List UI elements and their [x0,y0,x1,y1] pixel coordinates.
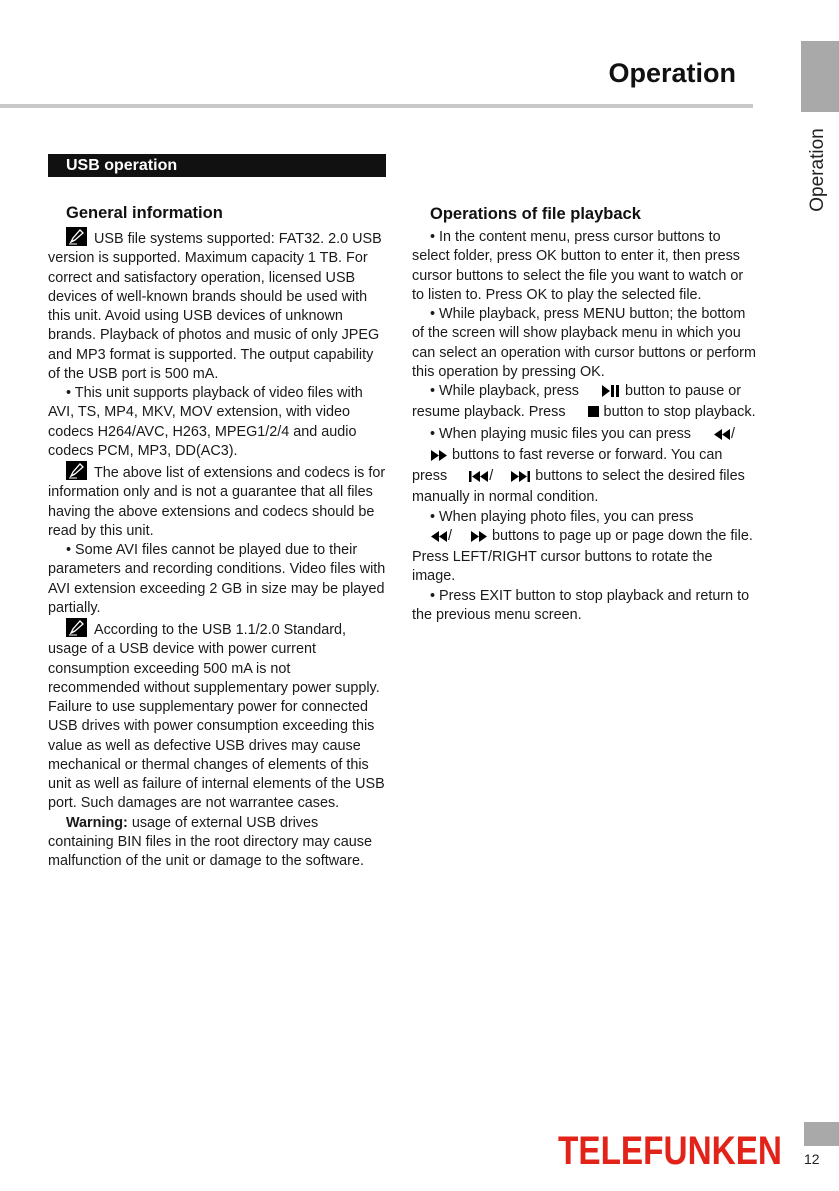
stop-icon [570,405,600,424]
paragraph-usb-standard [48,618,386,814]
note-pen-icon [66,618,87,637]
fast-forward-icon [412,448,448,467]
paragraph-video-support: • This unit supports playback of video files with AVI, TS, MP4, MKV, MOV extension, with video codecs H264/AVC, H263, MPEG1/2/4 and audio codecs PCM, MP3, DD(AC3). [48,385,363,459]
usb-standard-text: According to the USB 1.1/2.0 Standard, usage of a USB device with power current consumption exceeding 500 mA is not recommended without supplementary power supply. Failure to use supplementary power for connected USB drives with power consumption exceeding this value as well as defective USB drives may cause mechanical or thermal changes of elements of this unit as well as failure of internal elements of the USB port. Such damages are not warrantee cases. [48,622,385,812]
bullet-music-files: • When playing music files you can press / buttons to fast reverse or forward. You can press / buttons to select the desired files manually in normal condition. [412,425,745,506]
note-pen-icon [66,227,87,246]
bullet-exit: • Press EXIT button to stop playback and return to the previous menu screen. [412,587,750,623]
left-column [48,203,386,871]
next-track-icon [493,469,531,488]
right-column [412,204,756,625]
warning-label: Warning: [66,814,128,831]
filesystems-text: USB file systems supported: FAT32. 2.0 USB version is supported. Maximum capacity 1 TB. For correct and satisfactory operation, licensed USB devices of well-known brands should be used with this unit. Avoid using USB devices of unknown brands. Playback of photos and music of only JPEG and MP3 format is supported. The output capability of the USB port is 500 mA. [48,231,382,382]
page-number: 12 [804,1151,820,1167]
page-down-icon [452,529,488,548]
telefunken-logo [556,1130,784,1170]
bullet-photo-files: • When playing photo files, you can press / buttons to page up or page down the file. Press LEFT/RIGHT cursor buttons to rotate the image. [412,508,753,585]
page-number-tab [804,1122,839,1146]
note-pen-icon [66,461,87,480]
section-title-bar: USB operation [48,154,386,177]
header-divider [0,104,753,108]
bullet-content-menu: • In the content menu, press cursor buttons to select folder, press OK button to enter it, then press cursor buttons to select the file you want to watch or to listen to. Press OK to play the selected file. [412,229,744,303]
side-label-text: Operation [807,128,828,212]
codecs-note-text: The above list of extensions and codecs is for information only and is not a guarantee that all files having the above extensions and codecs should be read by this unit. [48,465,386,539]
bullet-menu-button: • While playback, press MENU button; the bottom of the screen will show playback menu in which you can select an operation with cursor buttons or perform this operation by pressing OK. [412,306,756,380]
paragraph-codecs-note [48,461,386,541]
paragraph-filesystems [48,227,386,384]
general-info-heading: General information [66,204,223,222]
fast-reverse-icon [695,427,731,446]
paragraph-avi-files: • Some AVI files cannot be played due to their parameters and recording conditions. Video files with AVI extension exceeding 2 GB in size may be played partially. [48,542,386,616]
page-title: Operation [608,58,736,88]
side-tab [801,41,839,112]
bullet-pause-stop: • While playback, press button to pause or resume playback. Press button to stop playback. [412,382,756,425]
brand-logo-text: TELEFUNKEN [558,1130,782,1170]
paragraph-warning [48,814,386,872]
previous-track-icon [451,469,489,488]
warning-text: usage of external USB drives containing BIN files in the root directory may cause malfunction of the unit or damage to the software. [48,814,372,869]
playback-heading: Operations of file playback [430,205,641,223]
play-pause-icon [583,384,621,403]
page-up-icon [412,529,448,548]
